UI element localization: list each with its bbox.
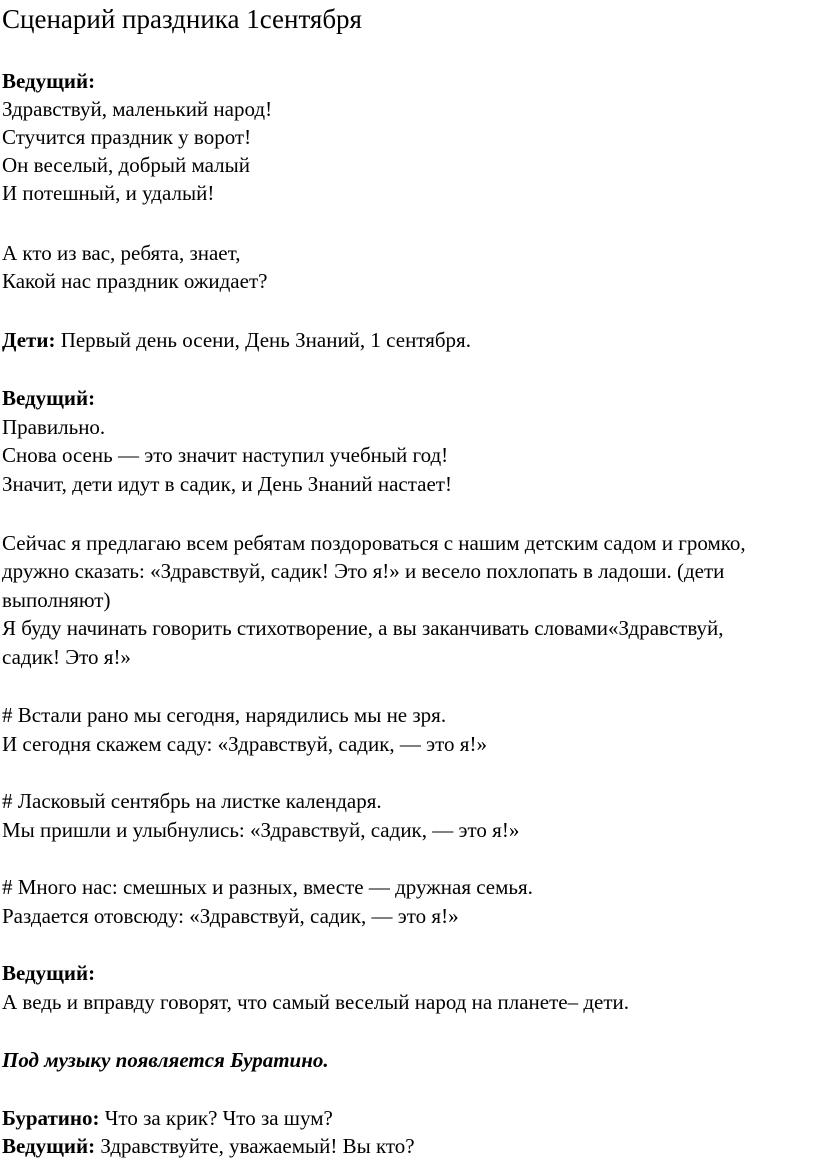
text-line: выполняют): [2, 588, 111, 612]
speaker-label-host: Ведущий:: [2, 386, 96, 410]
verse-line: Мы пришли и улыбнулись: «Здравствуй, садик, — это я!»: [2, 818, 520, 842]
speaker-label-children: Дети:: [2, 328, 56, 352]
verse-line: # Много нас: смешных и разных, вместе — дружная семья.: [2, 875, 533, 899]
text-line: Сейчас я предлагаю всем ребятам поздороваться с нашим детским садом и громко,: [2, 531, 746, 555]
speaker-label-host: Ведущий:: [2, 1134, 96, 1158]
children-reply-line: [2, 326, 471, 354]
text-line: Стучится праздник у ворот!: [2, 125, 252, 149]
text-line: Значит, дети идут в садик, и День Знаний настает!: [2, 472, 452, 496]
host-who-text: Здравствуйте, уважаемый! Вы кто?: [100, 1134, 415, 1158]
speaker-label-buratino: Буратино:: [2, 1106, 100, 1130]
verse-line: И сегодня скажем саду: «Здравствуй, садик, — это я!»: [2, 732, 487, 756]
host-who-line: [2, 1132, 415, 1160]
text-line: дружно сказать: «Здравствуй, садик! Это я!» и весело похлопать в ладоши. (дети: [2, 559, 725, 583]
text-line: садик! Это я!»: [2, 645, 131, 669]
speaker-label-host: Ведущий:: [2, 69, 96, 93]
text-line: И потешный, и удалый!: [2, 181, 215, 205]
verse-line: # Ласковый сентябрь на листке календаря.: [2, 789, 382, 813]
text-line: Он веселый, добрый малый: [2, 153, 250, 177]
verse-line: Раздается отовсюду: «Здравствуй, садик, — это я!»: [2, 904, 459, 928]
buratino-line: [2, 1104, 333, 1132]
text-line: Какой нас праздник ожидает?: [2, 269, 268, 293]
verse-line: # Встали рано мы сегодня, нарядились мы не зря.: [2, 703, 447, 727]
document-title: Сценарий праздника 1сентября: [2, 4, 362, 34]
stage-direction: Под музыку появляется Буратино.: [2, 1048, 329, 1072]
buratino-text: Что за крик? Что за шум?: [104, 1106, 333, 1130]
text-line: А ведь и вправду говорят, что самый веселый народ на планете– дети.: [2, 990, 629, 1014]
children-reply-text: Первый день осени, День Знаний, 1 сентября.: [60, 328, 471, 352]
speaker-label-host: Ведущий:: [2, 961, 96, 985]
text-line: А кто из вас, ребята, знает,: [2, 241, 241, 265]
text-line: Здравствуй, маленький народ!: [2, 97, 273, 121]
text-line: Правильно.: [2, 415, 106, 439]
text-line: Я буду начинать говорить стихотворение, а вы заканчивать словами«Здравствуй,: [2, 616, 724, 640]
text-line: Снова осень — это значит наступил учебный год!: [2, 443, 449, 467]
